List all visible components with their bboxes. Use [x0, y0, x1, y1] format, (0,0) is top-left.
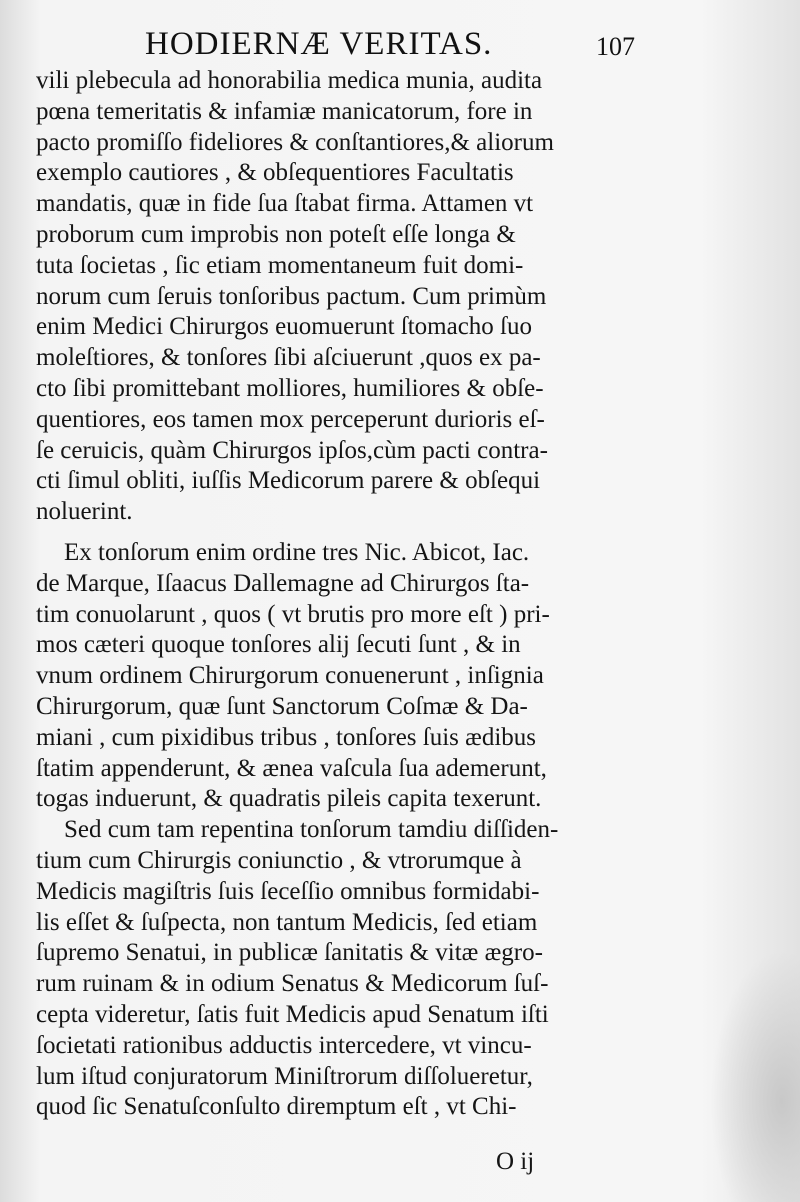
text-line: vili plebecula ad honorabilia medica munia, audita: [36, 67, 543, 94]
running-head: HODIERNÆ VERITAS.: [145, 26, 493, 62]
text-line: cti ſimul obliti, iuſſis Medicorum parere & obſequi: [36, 467, 541, 495]
page-shadow: [710, 950, 800, 1202]
text-line: tium cum Chirurgis coniunctio , & vtrorumque à: [36, 846, 522, 874]
text-line: moleſtiores, & tonſores ſibi aſciuerunt ,quos ex pa-: [36, 344, 541, 372]
text-line: Chirurgorum, quæ ſunt Sanctorum Coſmæ & Da-: [36, 692, 528, 720]
signature-mark: O ij: [496, 1148, 535, 1175]
body-text: [36, 66, 638, 1123]
text-line: pacto promiſſo fideliores & conſtantiores,& aliorum: [36, 128, 554, 156]
text-line: cepta videretur, ſatis fuit Medicis apud Senatum iſti: [36, 1000, 549, 1028]
page-number: 107: [596, 32, 635, 61]
text-line: ſupremo Senatui, in publicæ ſanitatis & vitæ ægro-: [36, 939, 543, 967]
text-line: quod ſic Senatuſconſulto diremptum eſt , vt Chi-: [36, 1093, 517, 1121]
text-line: quentiores, eos tamen mox perceperunt durioris eſ-: [36, 405, 545, 433]
text-line: mandatis, quæ in fide ſua ſtabat firma. Attamen vt: [36, 190, 534, 218]
text-line: enim Medici Chirurgos euomuerunt ſtomacho ſuo: [36, 313, 532, 341]
text-line: lum iſtud conjuratorum Miniſtrorum diſſolueretur,: [36, 1062, 533, 1090]
text-line: tim conuolarunt , quos ( vt brutis pro more eſt ) pri-: [36, 600, 550, 628]
text-line: rum ruinam & in odium Senatus & Medicorum ſuſ-: [36, 970, 549, 998]
text-line: Medicis magiſtris ſuis ſeceſſio omnibus formidabi-: [36, 877, 540, 905]
text-line: lis eſſet & ſuſpecta, non tantum Medicis, ſed etiam: [36, 908, 538, 936]
text-line: Sed cum tam repentina tonſorum tamdiu diſſiden-: [64, 816, 559, 844]
text-line: noluerint.: [36, 498, 133, 526]
text-line: ſocietati rationibus adductis intercedere, vt vincu-: [36, 1031, 532, 1059]
text-line: vnum ordinem Chirurgorum conuenerunt , inſignia: [36, 662, 544, 690]
text-line: Ex tonſorum enim ordine tres Nic. Abicot, Iac.: [64, 538, 530, 566]
text-line: mos cæteri quoque tonſores alij ſecuti ſunt , & in: [36, 631, 521, 659]
text-line: de Marque, Iſaacus Dallemagne ad Chirurgos ſta-: [36, 569, 530, 597]
paragraph-gap: [36, 528, 638, 538]
text-line: cto ſibi promittebant molliores, humiliores & obſe-: [36, 374, 544, 402]
text-line: proborum cum improbis non poteſt eſſe longa &: [36, 220, 516, 248]
text-line: miani , cum pixidibus tribus , tonſores ſuis ædibus: [36, 723, 536, 751]
text-line: pœna temeritatis & infamiæ manicatorum, fore in: [36, 97, 533, 125]
text-line: togas induerunt, & quadratis pileis capita texerunt.: [36, 785, 542, 813]
text-line: ſtatim appenderunt, & ænea vaſcula ſua ademerunt,: [36, 754, 547, 782]
text-line: tuta ſocietas , ſic etiam momentaneum fuit domi-: [36, 251, 524, 279]
text-line: norum cum ſeruis tonſoribus pactum. Cum primùm: [36, 282, 547, 310]
page-header: [145, 22, 635, 66]
text-line: ſe ceruicis, quàm Chirurgos ipſos,cùm pacti contra-: [36, 436, 548, 464]
text-line: exemplo cautiores , & obſequentiores Facultatis: [36, 159, 514, 187]
